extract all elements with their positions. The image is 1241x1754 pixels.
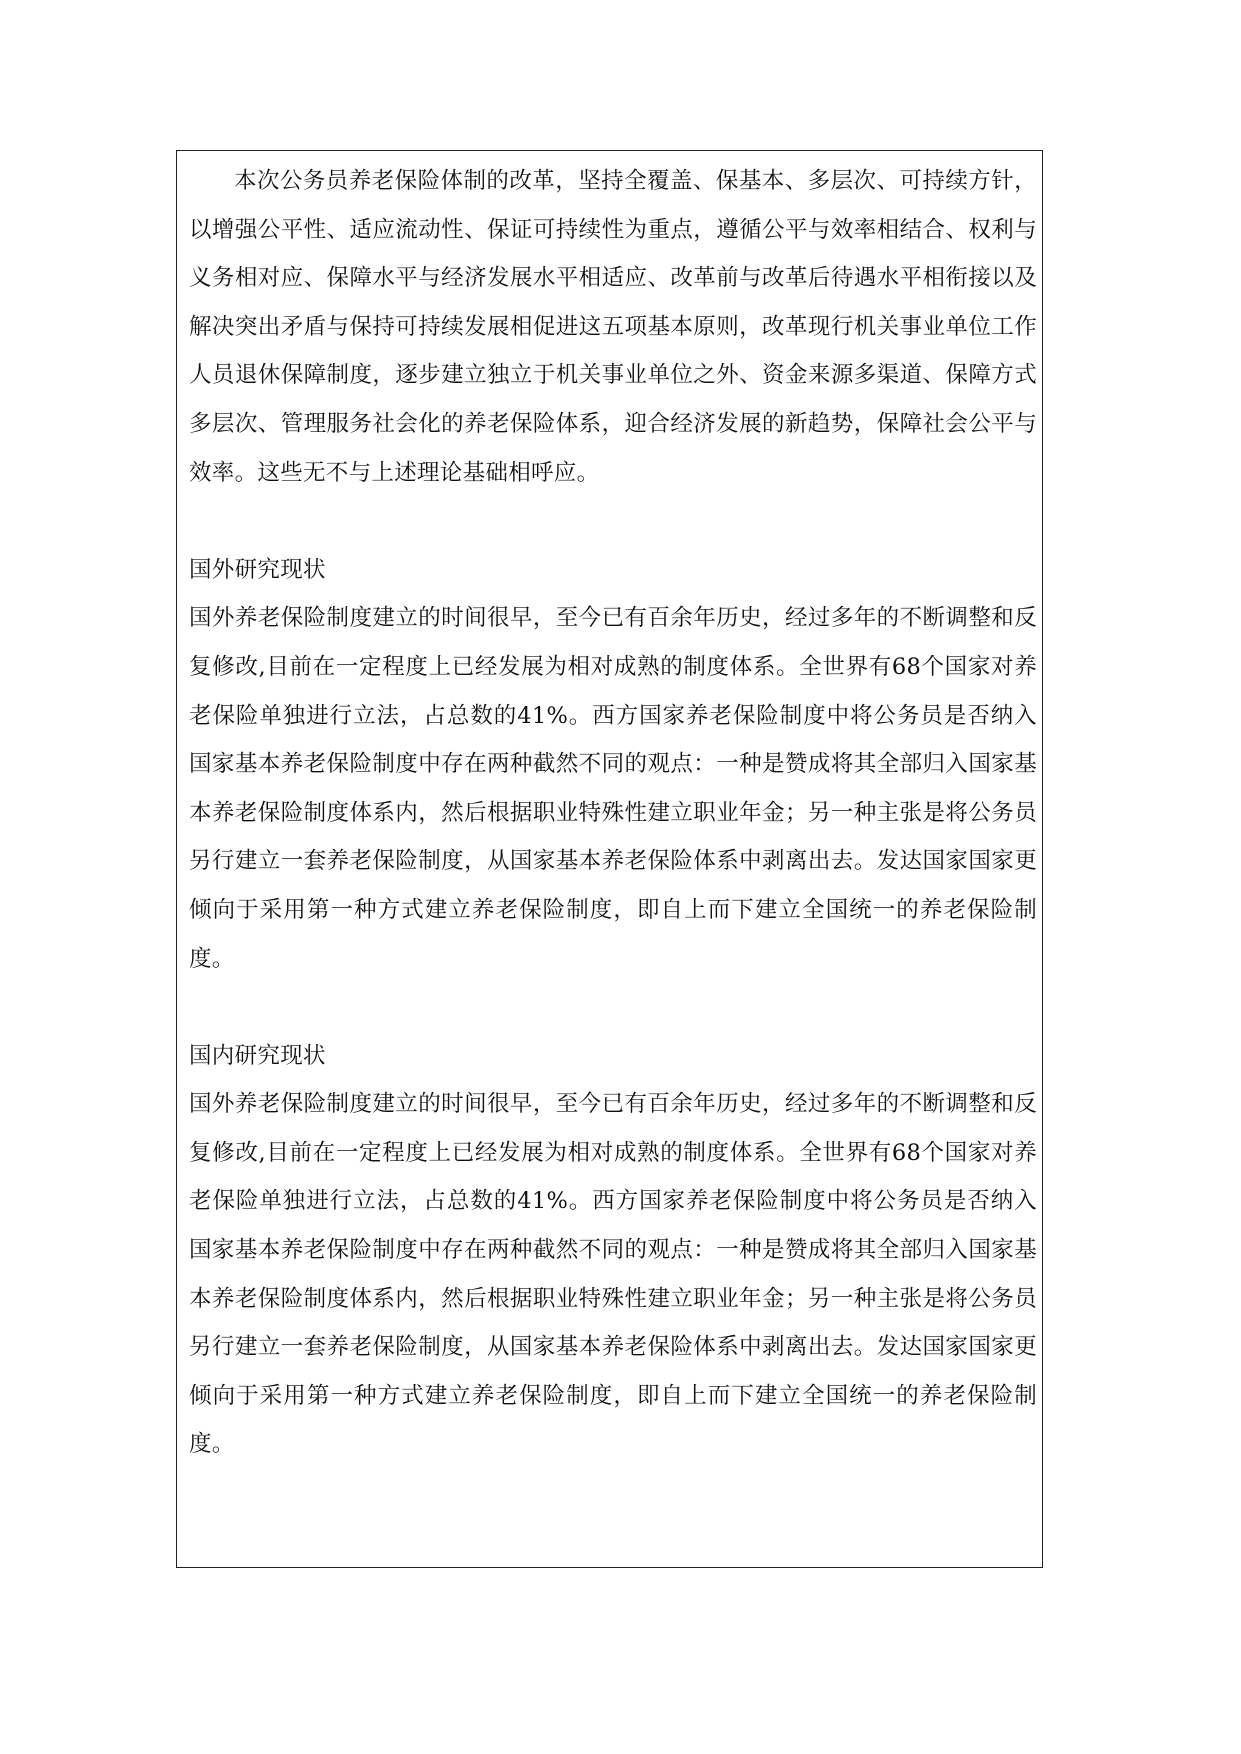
document-content <box>189 157 1037 1469</box>
section-title-domestic-research: 国内研究现状 <box>189 1042 326 1069</box>
spacer <box>189 497 1037 546</box>
section-body-domestic-research: 国外养老保险制度建立的时间很早，至今已有百余年历史，经过多年的不断调整和反复修改,目前在一定程度上已经发展为相对成熟的制度体系。全世界有68个国家对养老保险单独进行立法，占总数的41%。西方国家养老保险制度中将公务员是否纳入国家基本养老保险制度中存在两种截然不同的观点：一种是赞成将其全部归入国家基本养老保险制度体系内，然后根据职业特殊性建立职业年金；另一种主张是将公务员另行建立一套养老保险制度，从国家基本养老保险体系中剥离出去。发达国家国家更倾向于采用第一种方式建立养老保险制度，即自上而下建立全国统一的养老保险制度。 <box>189 1091 1037 1458</box>
document-frame <box>176 150 1043 1568</box>
section-title-foreign-research: 国外研究现状 <box>189 556 326 583</box>
section-body-foreign-research: 国外养老保险制度建立的时间很早，至今已有百余年历史，经过多年的不断调整和反复修改,目前在一定程度上已经发展为相对成熟的制度体系。全世界有68个国家对养老保险单独进行立法，占总数的41%。西方国家养老保险制度中将公务员是否纳入国家基本养老保险制度中存在两种截然不同的观点：一种是赞成将其全部归入国家基本养老保险制度体系内，然后根据职业特殊性建立职业年金；另一种主张是将公务员另行建立一套养老保险制度，从国家基本养老保险体系中剥离出去。发达国家国家更倾向于采用第一种方式建立养老保险制度，即自上而下建立全国统一的养老保险制度。 <box>189 605 1037 972</box>
spacer <box>189 983 1037 1032</box>
intro-paragraph: 本次公务员养老保险体制的改革，坚持全覆盖、保基本、多层次、可持续方针，以增强公平性、适应流动性、保证可持续性为重点，遵循公平与效率相结合、权利与义务相对应、保障水平与经济发展水平相适应、改革前与改革后待遇水平相衔接以及解决突出矛盾与保持可持续发展相促进这五项基本原则，改革现行机关事业单位工作人员退休保障制度，逐步建立独立于机关事业单位之外、资金来源多渠道、保障方式多层次、管理服务社会化的养老保险体系，迎合经济发展的新趋势，保障社会公平与效率。这些无不与上述理论基础相呼应。 <box>189 168 1037 486</box>
